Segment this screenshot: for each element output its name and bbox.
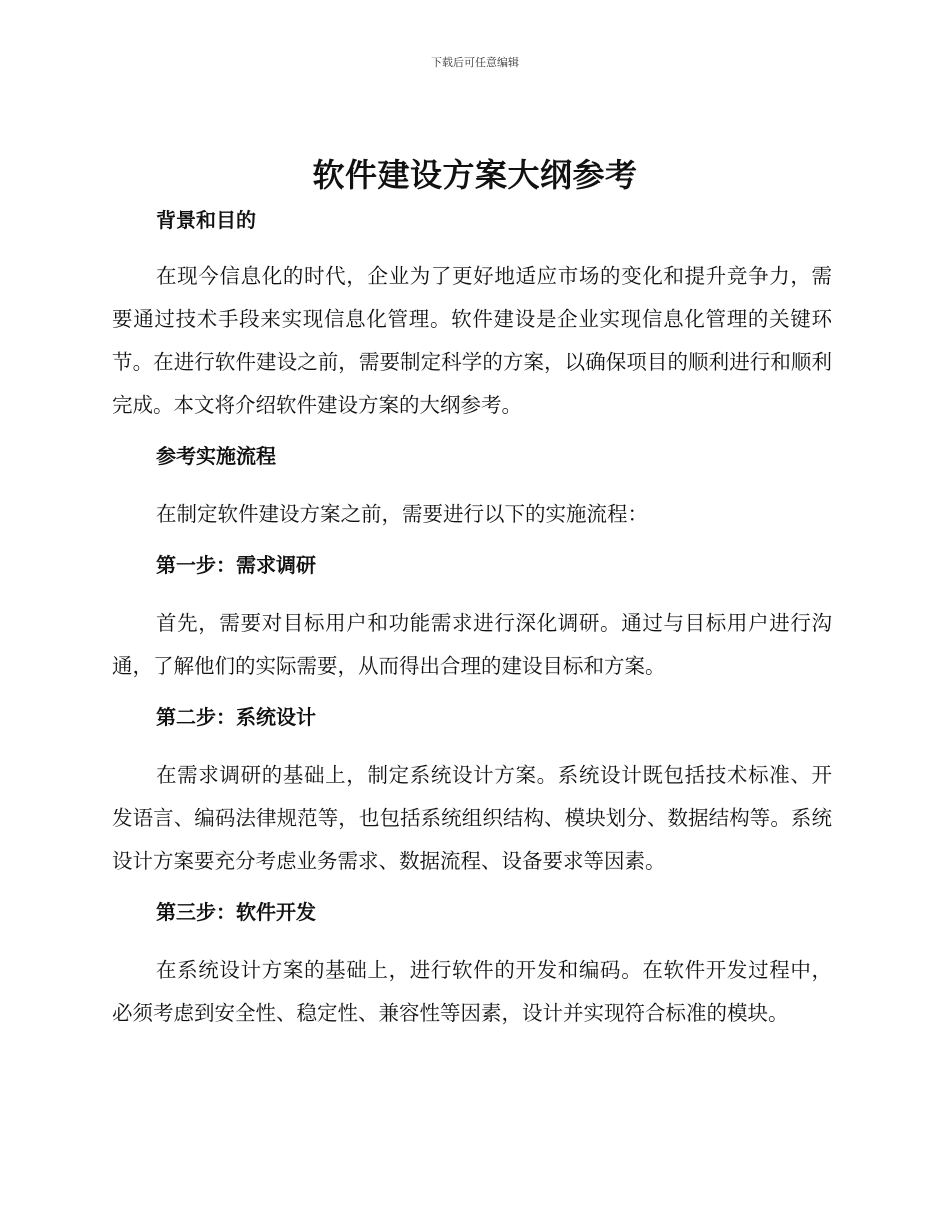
paragraph: 在系统设计方案的基础上，进行软件的开发和编码。在软件开发过程中，必须考虑到安全性、稳定性、兼容性等因素，设计并实现符合标准的模块。 [112,958,832,1025]
document-body [112,203,832,1035]
paragraph: 在制定软件建设方案之前，需要进行以下的实施流程： [156,502,648,526]
step-heading: 第一步：需求调研 [156,553,316,577]
header-note: 下载后可任意编辑 [431,56,519,69]
paragraph: 在需求调研的基础上，制定系统设计方案。系统设计既包括技术标准、开发语言、编码法律规范等，也包括系统组织结构、模块划分、数据结构等。系统设计方案要充分考虑业务需求、数据流程、设备要求等因素。 [112,763,832,873]
paragraph: 首先，需要对目标用户和功能需求进行深化调研。通过与目标用户进行沟通，了解他们的实际需要，从而得出合理的建设目标和方案。 [112,611,832,678]
section-heading: 参考实施流程 [156,444,276,468]
paragraph: 在现今信息化的时代，企业为了更好地适应市场的变化和提升竞争力，需要通过技术手段来实现信息化管理。软件建设是企业实现信息化管理的关键环节。在进行软件建设之前，需要制定科学的方案，以确保项目的顺利进行和顺利完成。本文将介绍软件建设方案的大纲参考。 [112,264,832,417]
step-heading: 第三步：软件开发 [156,900,316,924]
document-title: 软件建设方案大纲参考 [312,156,638,194]
step-heading: 第二步：系统设计 [156,705,316,729]
section-heading: 背景和目的 [156,208,256,232]
